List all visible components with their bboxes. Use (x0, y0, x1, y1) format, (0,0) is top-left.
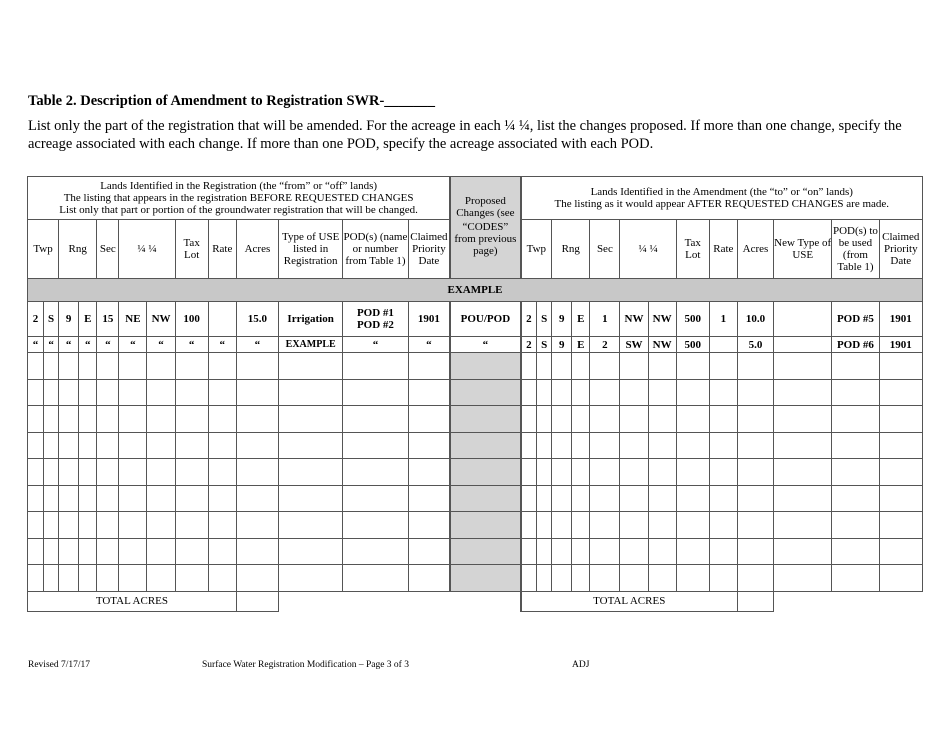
table-row[interactable] (28, 565, 923, 592)
example-row-1 (28, 302, 923, 337)
cell: 1901 (408, 302, 450, 337)
proposed-header-codes: “CODES” from previous page) (454, 221, 517, 257)
col-new-use: New Type of USE (774, 220, 832, 279)
col-rng: Rng (59, 220, 97, 279)
col-tax-lot: Tax Lot (175, 220, 208, 279)
pod-a: POD #1 (356, 307, 394, 319)
total-acres-input-left[interactable] (236, 591, 278, 611)
cell: Irrigation (279, 302, 343, 337)
cell: POD #6 (832, 337, 879, 353)
col-acres: Acres (236, 220, 278, 279)
cell: POD #5 (832, 302, 879, 337)
proposed-header-line: Proposed Changes (see (456, 195, 515, 219)
col-twp-new: Twp (521, 220, 552, 279)
cell: “ (44, 337, 59, 353)
cell: 9 (552, 302, 572, 337)
col-tax-lot-new: Tax Lot (676, 220, 709, 279)
example-row-2 (28, 337, 923, 353)
cell: E (79, 302, 97, 337)
table-row[interactable] (28, 459, 923, 486)
cell: “ (236, 337, 278, 353)
cell: 1 (590, 302, 620, 337)
table-row[interactable] (28, 512, 923, 539)
proposed-changes-header (450, 177, 520, 279)
footer-page: Surface Water Registration Modification – Page 3 of 3 (202, 660, 409, 670)
cell: 15 (97, 302, 119, 337)
footer-code: ADJ (572, 660, 590, 670)
col-rng-new: Rng (552, 220, 590, 279)
cell: EXAMPLE (279, 337, 343, 353)
right-group-header (521, 177, 923, 220)
cell: 1 (709, 302, 737, 337)
cell: 2 (521, 302, 537, 337)
cell: “ (175, 337, 208, 353)
cell: NW (648, 337, 676, 353)
cell: “ (119, 337, 147, 353)
cell: “ (97, 337, 119, 353)
cell: 100 (175, 302, 208, 337)
cell: 1901 (879, 337, 922, 353)
cell: “ (408, 337, 450, 353)
cell: NW (648, 302, 676, 337)
cell: “ (79, 337, 97, 353)
left-header-line2: The listing that appears in the registration BEFORE REQUESTED CHANGES (63, 192, 414, 204)
blank-rows[interactable] (28, 353, 923, 592)
cell: 500 (676, 302, 709, 337)
cell: S (537, 302, 552, 337)
cell: “ (147, 337, 175, 353)
table-row[interactable] (28, 379, 923, 406)
col-quarter: ¼ ¼ (119, 220, 175, 279)
cell (709, 337, 737, 353)
footer-revised: Revised 7/17/17 (28, 660, 91, 670)
cell: S (44, 302, 59, 337)
cell: NW (147, 302, 175, 337)
cell (208, 302, 236, 337)
col-sec-new: Sec (590, 220, 620, 279)
cell: SW (620, 337, 648, 353)
left-header-line1: Lands Identified in the Registration (the “from” or “off” lands) (100, 180, 378, 192)
cell: 500 (676, 337, 709, 353)
table-row[interactable] (28, 432, 923, 459)
cell: NE (119, 302, 147, 337)
cell: 9 (59, 302, 79, 337)
col-twp: Twp (28, 220, 59, 279)
cell: “ (450, 337, 520, 353)
amendment-table (27, 176, 923, 612)
left-header-line3: List only that part or portion of the groundwater registration that will be changed. (59, 204, 418, 216)
cell: POU/POD (450, 302, 520, 337)
col-pods-new: POD(s) to be used (from Table 1) (832, 220, 879, 279)
left-group-header (28, 177, 451, 220)
cell: 15.0 (236, 302, 278, 337)
col-rate: Rate (208, 220, 236, 279)
cell: 2 (521, 337, 537, 353)
cell (343, 302, 408, 337)
table-row[interactable] (28, 406, 923, 433)
table-title: Table 2. Description of Amendment to Registration SWR-_______ (28, 93, 436, 109)
cell: “ (59, 337, 79, 353)
total-gap (279, 591, 521, 611)
col-sec: Sec (97, 220, 119, 279)
instructions-text: List only the part of the registration that will be amended. For the acreage in each ¼ ¼, list the changes proposed. If more than one change, specify the acreage associated with each change. If more than one POD, specify the acreage associated with each POD. (28, 118, 902, 152)
cell: “ (343, 337, 408, 353)
cell: E (572, 337, 590, 353)
col-priority-new: Claimed Priority Date (879, 220, 922, 279)
cell: NW (620, 302, 648, 337)
cell (774, 337, 832, 353)
col-rate-new: Rate (709, 220, 737, 279)
total-gap-right (774, 591, 923, 611)
table-row[interactable] (28, 538, 923, 565)
total-acres-label-right: TOTAL ACRES (521, 591, 738, 611)
cell: 9 (552, 337, 572, 353)
cell: 10.0 (737, 302, 773, 337)
cell: E (572, 302, 590, 337)
cell: 1901 (879, 302, 922, 337)
col-acres-new: Acres (737, 220, 773, 279)
right-header-line2: The listing as it would appear AFTER REQUESTED CHANGES are made. (554, 198, 890, 210)
pod-b: POD #2 (356, 319, 394, 331)
cell (774, 302, 832, 337)
table-row[interactable] (28, 353, 923, 380)
example-banner: EXAMPLE (28, 279, 923, 302)
col-pods: POD(s) (name or number from Table 1) (343, 220, 408, 279)
col-quarter-new: ¼ ¼ (620, 220, 676, 279)
cell: 5.0 (737, 337, 773, 353)
cell: S (537, 337, 552, 353)
cell: “ (28, 337, 44, 353)
right-header-line1: Lands Identified in the Amendment (the “to” or “on” lands) (590, 186, 853, 198)
table-row[interactable] (28, 485, 923, 512)
total-acres-input-right[interactable] (737, 591, 773, 611)
cell: 2 (590, 337, 620, 353)
cell: “ (208, 337, 236, 353)
col-use: Type of USE listed in Registration (279, 220, 343, 279)
cell: 2 (28, 302, 44, 337)
total-acres-label-left: TOTAL ACRES (28, 591, 237, 611)
col-priority: Claimed Priority Date (408, 220, 450, 279)
